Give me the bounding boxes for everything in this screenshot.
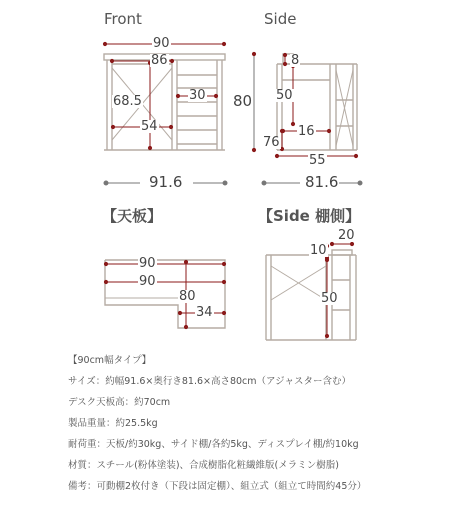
top-depth-80: 80 <box>179 289 196 304</box>
front-view-title: Front <box>104 10 142 28</box>
front-overall-width: 91.6 <box>149 173 183 191</box>
front-width-86: 86 <box>151 53 168 68</box>
shelf-height-10: 10 <box>310 243 327 258</box>
spec-note: 備考：可動棚2枚付き（下段は固定棚）、組立式（組立て時間約45分） <box>68 481 367 492</box>
spec-material: 材質：スチール(粉体塗装)、合成樹脂化粧繊維版(メラミン樹脂) <box>68 460 339 471</box>
side-overall-width: 81.6 <box>305 173 339 191</box>
side-shelf-dimension-lines <box>327 244 352 336</box>
front-width-30: 30 <box>189 88 206 103</box>
shelf-height-50: 50 <box>321 291 338 306</box>
top-panel-title: 【天板】 <box>102 207 163 225</box>
front-width-90: 90 <box>153 36 170 51</box>
top-width-34: 34 <box>196 305 213 320</box>
side-shelf-view <box>266 250 356 340</box>
front-width-54: 54 <box>141 119 158 134</box>
spec-size: サイズ：約幅91.6×奥行き81.6×高さ80cm（アジャスター含む） <box>68 376 351 387</box>
side-height-50: 50 <box>276 88 293 103</box>
side-height-76: 76 <box>263 135 280 150</box>
front-height-80: 80 <box>233 92 253 110</box>
spec-weight: 製品重量：約25.5kg <box>68 418 158 429</box>
spec-type: 【90cm幅タイプ】 <box>68 355 152 366</box>
front-height-68-5: 68.5 <box>113 94 142 109</box>
side-view-title: Side <box>264 10 297 28</box>
side-depth-16: 16 <box>298 124 315 139</box>
top-width-90-a: 90 <box>139 256 156 271</box>
shelf-width-20: 20 <box>338 228 355 243</box>
spec-load: 耐荷重：天板/約30kg、サイド棚/各約5kg、ディスプレイ棚/約10kg <box>68 439 359 450</box>
side-width-55: 55 <box>309 153 326 168</box>
top-width-90-b: 90 <box>139 274 156 289</box>
spec-desk-height: デスク天板高：約70cm <box>68 397 171 408</box>
side-depth-8: 8 <box>291 53 300 68</box>
side-shelf-title: 【Side 棚側】 <box>258 207 361 225</box>
